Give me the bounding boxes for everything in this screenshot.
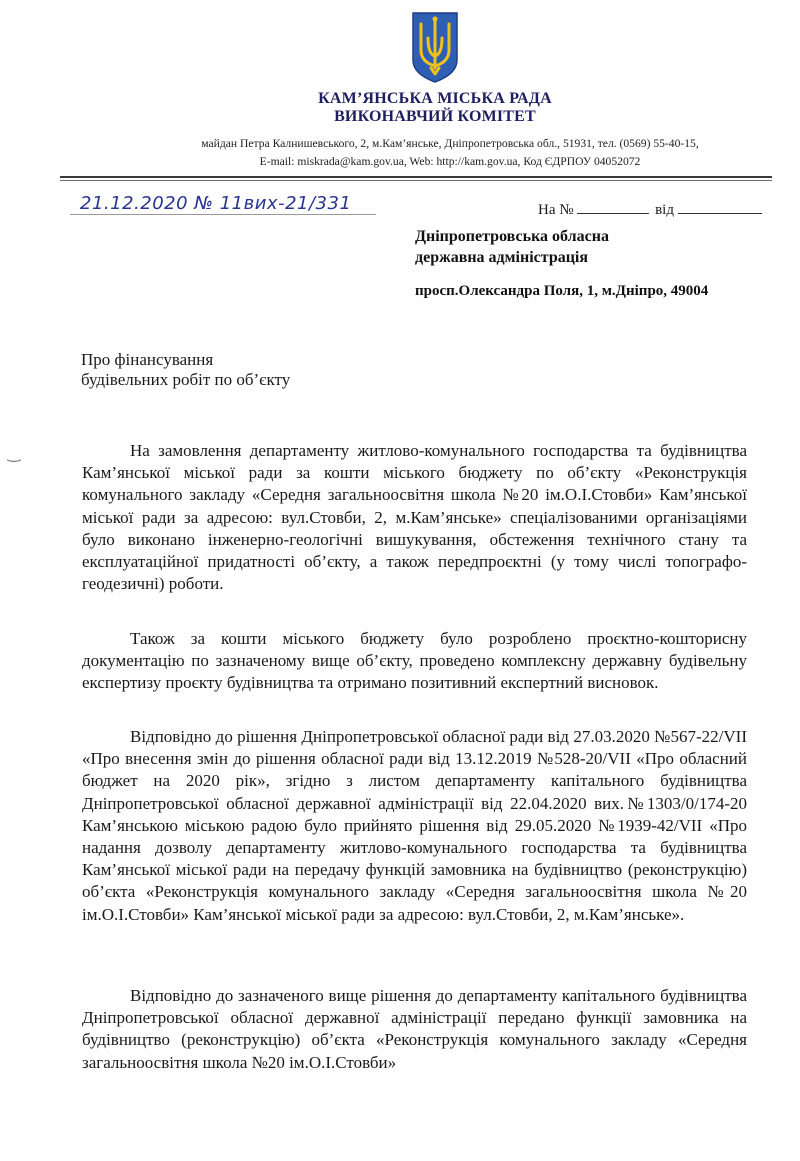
org-contacts: E-mail: miskrada@kam.gov.ua, Web: http://kam.gov.ua, Код ЄДРПОУ 04052072 bbox=[259, 155, 641, 168]
incoming-number-blank bbox=[577, 199, 649, 214]
body-paragraph-4: Відповідно до зазначеного вище рішення до департаменту капітального будівництва Дніпропетровської обласної державної адміністрації передано функції замовника на будівництво (реконструкцію) об’єкта «Реконструкція комунального закладу «Середня загальноосвітня школа №20 ім.О.І.Стовби» bbox=[82, 986, 747, 1072]
body-paragraph-3: Відповідно до рішення Дніпропетровської обласної ради від 27.03.2020 №567-22/VII «Про внесення змін до рішення обласної ради від 13.12.2019 №528-20/VII «Про обласний бюджет на 2020 рік», згідно з листом департаменту капітального будівництва Дніпропетровської обласної державної адміністрації від 22.04.2020 вих.№1303/0/174-20 Кам’янською міською радою було прийнято рішення від 29.05.2020 №1939-42/VII «Про надання дозволу департаменту житлово-комунального господарства та будівництва Кам’янської міської ради на передачу функцій замовника на будівництво (реконструкцію) об’єкта «Реконструкція комунального закладу «Середня загальноосвітня школа №20 ім.О.І.Стовби» Кам’янської міської ради за адресою: вул.Стовби, 2, м.Кам’янське». bbox=[82, 727, 747, 924]
recipient-address: просп.Олександра Поля, 1, м.Дніпро, 49004 bbox=[415, 283, 709, 299]
outgoing-reference: 21.12.2020 № 11вих-21/331 bbox=[80, 193, 352, 214]
subject-line-2: будівельних робіт по об’єкту bbox=[81, 370, 291, 389]
incoming-prefix: На № bbox=[538, 202, 574, 218]
org-name: КАМ’ЯНСЬКА МІСЬКА РАДА bbox=[318, 90, 552, 107]
body-paragraph-1: На замовлення департаменту житлово-комунального господарства та будівництва Кам’янської міської ради за кошти міського бюджету по об’єкту «Реконструкція комунального закладу «Середня загальноосвітня школа №20 ім.О.І.Стовби» Кам’янської міської ради за адресою: вул.Стовби, 2, м.Кам’янське» спеціалізованими організаціями було виконано інженерно-геологічні вишукування, обстеження технічного стану та експлуатаційної придатності об’єкту, а також передпроєктні (у тому числі топографо-геодезичні) роботи. bbox=[82, 441, 747, 594]
subject-line-1: Про фінансування bbox=[81, 350, 214, 369]
letterhead-divider-thin bbox=[60, 180, 772, 181]
recipient-line-2: державна адміністрація bbox=[415, 249, 589, 266]
coat-of-arms-icon bbox=[410, 10, 460, 84]
outgoing-reference-underline bbox=[70, 214, 376, 215]
committee-name: ВИКОНАВЧИЙ КОМІТЕТ bbox=[334, 108, 536, 125]
body-paragraph-2: Також за кошти міського бюджету було розроблено проєктно-кошторисну документацію по зазначеному вище об’єкту, проведено комплексну державну будівельну експертизу проєкту будівництва та отримано позитивний експертний висновок. bbox=[82, 629, 747, 693]
margin-mark bbox=[6, 458, 22, 464]
incoming-date-blank bbox=[678, 199, 762, 214]
incoming-reference bbox=[538, 199, 762, 219]
org-address: майдан Петра Калнишевського, 2, м.Кам’янське, Дніпропетровська обл., 51931, тел. (0569) 55-40-15, bbox=[201, 137, 699, 150]
recipient-line-1: Дніпропетровська обласна bbox=[415, 228, 609, 245]
incoming-from-label: від bbox=[655, 202, 674, 218]
letterhead-divider bbox=[60, 176, 772, 178]
